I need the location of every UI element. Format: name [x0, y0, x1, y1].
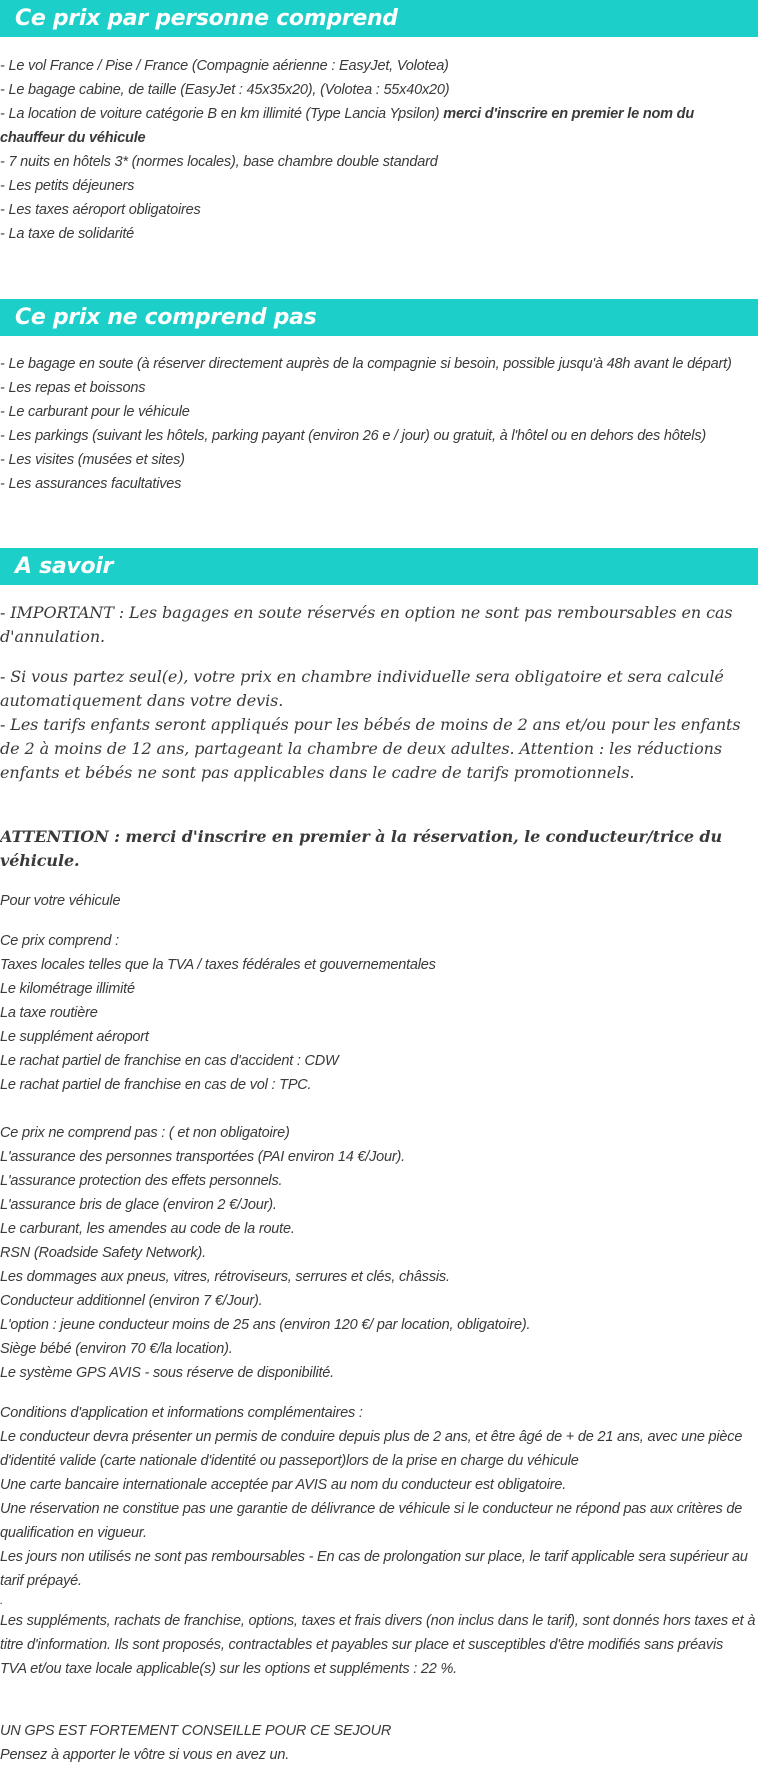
list-item: Le rachat partiel de franchise en cas d'accident : CDW	[0, 1053, 339, 1069]
list-item: - Le bagage en soute (à réserver directement auprès de la compagnie si besoin, possible jusqu'à 48h avant le départ)	[0, 356, 732, 372]
supplements-note: Les suppléments, rachats de franchise, options, taxes et frais divers (non inclus dans le tarif), sont donnés hors taxes et à titre d'information. Ils sont proposés, contractables et payables sur place et susceptibles d'être modifiés sans préavis	[0, 1613, 756, 1653]
gps-title: UN GPS EST FORTEMENT CONSEILLE POUR CE SEJOUR	[0, 1723, 392, 1739]
list-item: - Les repas et boissons	[0, 380, 146, 396]
list-item: Les jours non utilisés ne sont pas remboursables - En cas de prolongation sur place, le tarif applicable sera supérieur au tarif prépayé.	[0, 1549, 748, 1589]
section-includes-title: Ce prix par personne comprend	[15, 6, 398, 31]
list-item: L'assurance protection des effets personnels.	[0, 1173, 283, 1189]
list-item: La taxe routière	[0, 1005, 98, 1021]
vehicle-includes-title: Ce prix comprend :	[0, 933, 119, 949]
gps-note: Pensez à apporter le vôtre si vous en avez un.	[0, 1747, 290, 1763]
section-info-title: A savoir	[15, 554, 114, 579]
list-item: Le système GPS AVIS - sous réserve de disponibilité.	[0, 1365, 335, 1381]
list-item: L'option : jeune conducteur moins de 25 ans (environ 120 €/ par location, obligatoire).	[0, 1317, 531, 1333]
list-item: Une réservation ne constitue pas une garantie de délivrance de véhicule si le conducteur ne répond pas aux critères de qualification en vigueur.	[0, 1501, 743, 1541]
vehicle-includes-list	[0, 953, 758, 1097]
vehicle-intro: Pour votre véhicule	[0, 893, 121, 909]
list-item: Taxes locales telles que la TVA / taxes fédérales et gouvernementales	[0, 957, 436, 973]
list-item: Conducteur additionnel (environ 7 €/Jour).	[0, 1293, 263, 1309]
car-rental-text: - La location de voiture catégorie B en km illimité (Type Lancia Ypsilon)	[0, 106, 440, 122]
list-item: Le kilométrage illimité	[0, 981, 135, 997]
list-item: RSN (Roadside Safety Network).	[0, 1245, 206, 1261]
list-item: - 7 nuits en hôtels 3* (normes locales), base chambre double standard	[0, 154, 438, 170]
vehicle-excludes-list	[0, 1145, 758, 1385]
vat-note: TVA et/ou taxe locale applicable(s) sur les options et suppléments : 22 %.	[0, 1661, 457, 1677]
list-item: Le supplément aéroport	[0, 1029, 149, 1045]
list-item: L'assurance bris de glace (environ 2 €/Jour).	[0, 1197, 277, 1213]
list-item	[0, 102, 758, 150]
attention-note: ATTENTION : merci d'inscrire en premier à la réservation, le conducteur/trice du véhicule.	[0, 827, 723, 870]
single-room-note: - Si vous partez seul(e), votre prix en chambre individuelle sera obligatoire et sera calculé automatiquement dans votre devis.	[0, 667, 724, 710]
list-item: - Les parkings (suivant les hôtels, parking payant (environ 26 e / jour) ou gratuit, à l'hôtel ou en dehors des hôtels)	[0, 428, 706, 444]
list-item: Siège bébé (environ 70 €/la location).	[0, 1341, 233, 1357]
vehicle-excludes-title: Ce prix ne comprend pas : ( et non obligatoire)	[0, 1125, 290, 1141]
list-item: - La taxe de solidarité	[0, 226, 135, 242]
children-note: - Les tarifs enfants seront appliqués pour les bébés de moins de 2 ans et/ou pour les enfants de 2 à moins de 12 ans, partageant la chambre de deux adultes. Attention : les réductions enfants et bébés ne sont pas applicables dans le cadre de tarifs promotionnels.	[0, 715, 741, 782]
list-item: Le rachat partiel de franchise en cas de vol : TPC.	[0, 1077, 312, 1093]
list-item: - Les taxes aéroport obligatoires	[0, 202, 201, 218]
section-includes-header	[0, 0, 758, 37]
section-info-header	[0, 548, 758, 585]
list-item: Une carte bancaire internationale acceptée par AVIS au nom du conducteur est obligatoire.	[0, 1477, 567, 1493]
conditions-title: Conditions d'application et informations complémentaires :	[0, 1405, 363, 1421]
list-item: - Les visites (musées et sites)	[0, 452, 185, 468]
list-item: L'assurance des personnes transportées (PAI environ 14 €/Jour).	[0, 1149, 405, 1165]
list-item: .	[0, 1593, 4, 1607]
list-item: - Le carburant pour le véhicule	[0, 404, 190, 420]
list-item: - Le vol France / Pise / France (Compagnie aérienne : EasyJet, Volotea)	[0, 58, 449, 74]
excludes-list	[0, 352, 758, 496]
important-note: - IMPORTANT : Les bagages en soute réservés en option ne sont pas remboursables en cas d'annulation.	[0, 603, 733, 646]
includes-list	[0, 54, 758, 246]
section-excludes-title: Ce prix ne comprend pas	[15, 305, 317, 330]
car-rental-note: merci d'inscrire en premier le nom du chauffeur du véhicule	[0, 106, 694, 146]
section-excludes-header	[0, 299, 758, 336]
list-item: Les dommages aux pneus, vitres, rétroviseurs, serrures et clés, châssis.	[0, 1269, 450, 1285]
list-item: Le carburant, les amendes au code de la route.	[0, 1221, 295, 1237]
list-item: - Les petits déjeuners	[0, 178, 135, 194]
list-item: Le conducteur devra présenter un permis de conduire depuis plus de 2 ans, et être âgé de + de 21 ans, avec une pièce d'identité valide (carte nationale d'identité ou passeport)lors de la prise en charge du véhicule	[0, 1429, 743, 1469]
list-item: - Le bagage cabine, de taille (EasyJet : 45x35x20), (Volotea : 55x40x20)	[0, 82, 450, 98]
list-item: - Les assurances facultatives	[0, 476, 182, 492]
conditions-list	[0, 1425, 758, 1607]
